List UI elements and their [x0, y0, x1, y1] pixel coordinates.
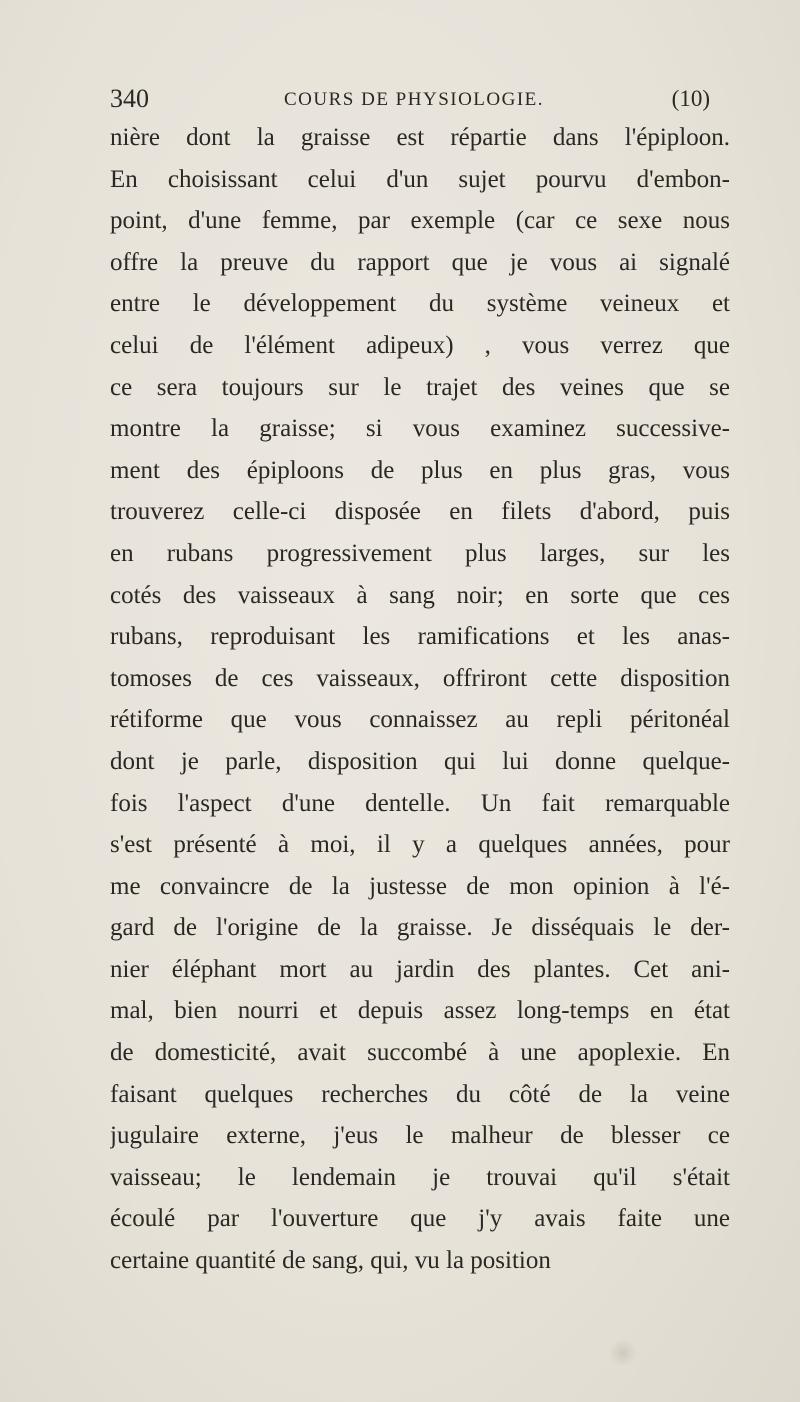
text-line-2: En choisissant celui d'un sujet pourvu d'embon-: [110, 165, 730, 193]
text-line-22: mal, bien nourri et depuis assez long-temps en état: [110, 997, 730, 1025]
page-number: 340: [110, 84, 149, 113]
text-line-12: cotés des vaisseaux à sang noir; en sorte que ces: [110, 581, 730, 609]
text-line-25: jugulaire externe, j'eus le malheur de blesser ce: [110, 1122, 730, 1150]
text-line-5: entre le développement du système veineux et: [110, 290, 730, 318]
text-line-6: celui de l'élément adipeux) , vous verrez que: [110, 331, 730, 359]
text-line-14: tomoses de ces vaisseaux, offriront cette disposition: [110, 664, 730, 692]
text-line-18: s'est présenté à moi, il y a quelques années, pour: [110, 831, 730, 859]
text-line-26: vaisseau; le lendemain je trouvai qu'il s'était: [110, 1163, 730, 1191]
text-line-15: rétiforme que vous connaissez au repli péritonéal: [110, 706, 730, 734]
page-header: [110, 84, 710, 118]
text-line-16: dont je parle, disposition qui lui donne quelque-: [110, 747, 730, 775]
text-line-27: écoulé par l'ouverture que j'y avais faite une: [110, 1205, 730, 1233]
text-line-4: offre la preuve du rapport que je vous ai signalé: [110, 248, 730, 276]
text-line-10: trouverez celle-ci disposée en filets d'abord, puis: [110, 498, 730, 526]
text-line-11: en rubans progressivement plus larges, sur les: [110, 539, 730, 567]
text-line-21: nier éléphant mort au jardin des plantes. Cet ani-: [110, 955, 730, 983]
text-line-24: faisant quelques recherches du côté de la veine: [110, 1080, 730, 1108]
body-text: [110, 117, 730, 1282]
text-line-13: rubans, reproduisant les ramifications et les anas-: [110, 623, 730, 651]
text-line-20: gard de l'origine de la graisse. Je disséquais le der-: [110, 914, 730, 942]
text-line-28: certaine quantité de sang, qui, vu la position: [110, 1247, 551, 1275]
paper-stain: [608, 1340, 638, 1366]
text-line-19: me convaincre de la justesse de mon opinion à l'é-: [110, 872, 730, 900]
text-line-1: nière dont la graisse est répartie dans l'épiploon.: [110, 124, 730, 151]
text-line-9: ment des épiploons de plus en plus gras, vous: [110, 456, 730, 484]
text-line-23: de domesticité, avait succombé à une apoplexie. En: [110, 1039, 730, 1067]
text-line-17: fois l'aspect d'une dentelle. Un fait remarquable: [110, 789, 730, 817]
text-line-8: montre la graisse; si vous examinez successive-: [110, 415, 730, 443]
section-mark: (10): [671, 86, 710, 111]
running-title: COURS DE PHYSIOLOGIE.: [284, 89, 545, 110]
text-line-7: ce sera toujours sur le trajet des veines que se: [110, 373, 730, 401]
text-line-3: point, d'une femme, par exemple (car ce sexe nous: [110, 207, 730, 235]
